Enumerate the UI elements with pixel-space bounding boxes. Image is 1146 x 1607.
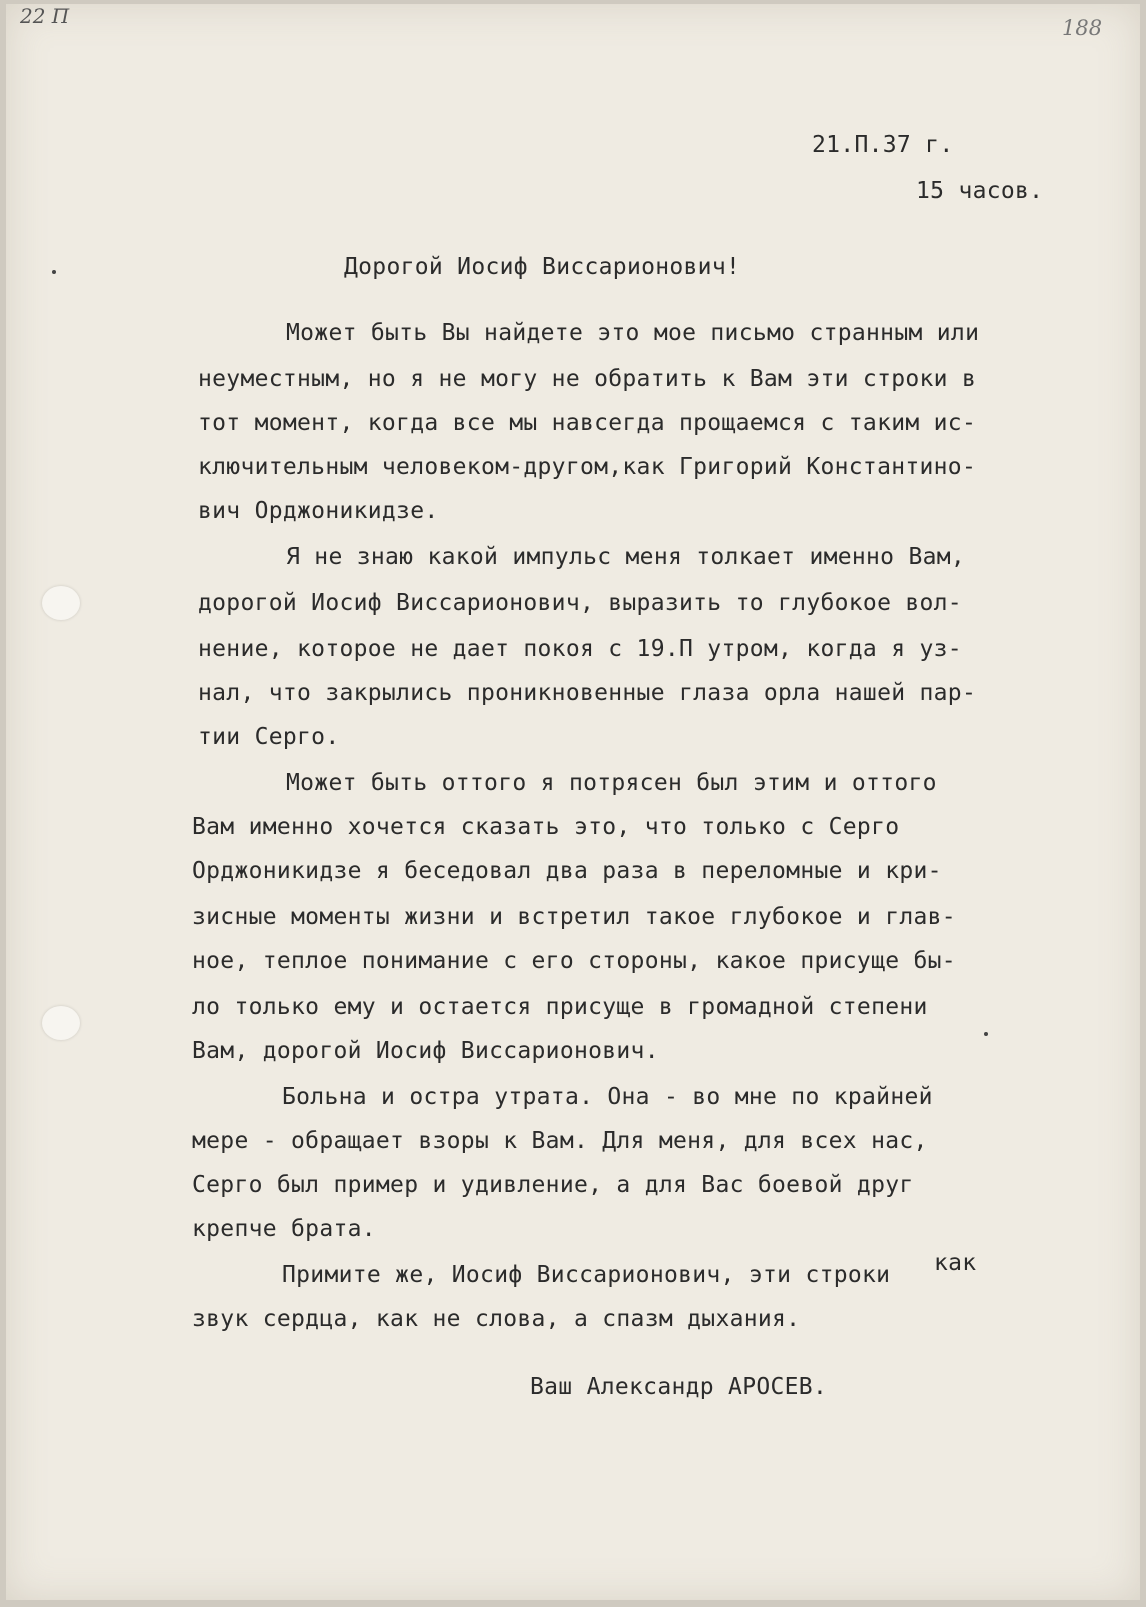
- body-line: вич Орджоникидзе.: [198, 498, 439, 524]
- body-line-raised-word: как: [934, 1250, 977, 1276]
- body-line: зисные моменты жизни и встретил такое глубокое и глав-: [192, 904, 956, 930]
- body-line: Вам именно хочется сказать это, что только с Серго: [192, 814, 900, 840]
- signature: Ваш Александр АРОСЕВ.: [530, 1374, 828, 1400]
- punch-hole-upper: [42, 586, 80, 620]
- body-line: Примите же, Иосиф Виссарионович, эти строки: [282, 1262, 891, 1288]
- paper-speck: [52, 270, 56, 274]
- letter-page: [6, 4, 1140, 1600]
- body-line: нение, которое не дает покоя с 19.П утром, когда я уз-: [198, 636, 962, 662]
- archive-page-number: 188: [1062, 16, 1103, 40]
- body-line: Вам, дорогой Иосиф Виссарионович.: [192, 1038, 659, 1064]
- body-line: Я не знаю какой импульс меня толкает именно Вам,: [286, 544, 966, 570]
- body-line: ло только ему и остается присуще в громадной степени: [192, 994, 928, 1020]
- letter-date: 21.П.37 г.: [812, 132, 954, 158]
- body-line: мере - обращает взоры к Вам. Для меня, для всех нас,: [192, 1128, 928, 1154]
- body-line: нал, что закрылись проникновенные глаза орла нашей пар-: [198, 680, 977, 706]
- body-line: Может быть Вы найдете это мое письмо странным или: [286, 320, 980, 346]
- salutation: Дорогой Иосиф Виссарионович!: [344, 254, 741, 280]
- body-line: Может быть оттого я потрясен был этим и оттого: [286, 770, 937, 796]
- body-line: Серго был пример и удивление, а для Вас боевой друг: [192, 1172, 914, 1198]
- body-line: тии Серго.: [198, 724, 340, 750]
- body-line: звук сердца, как не слова, а спазм дыхания.: [192, 1306, 801, 1332]
- body-line: дорогой Иосиф Виссарионович, выразить то глубокое вол-: [198, 590, 962, 616]
- body-line: тот момент, когда все мы навсегда прощаемся с таким ис-: [198, 410, 977, 436]
- body-line: неуместным, но я не могу не обратить к Вам эти строки в: [198, 366, 977, 392]
- body-line: крепче брата.: [192, 1216, 376, 1242]
- punch-hole-lower: [42, 1006, 80, 1040]
- letter-time: 15 часов.: [916, 178, 1044, 204]
- body-line: Больна и остра утрата. Она - во мне по крайней: [282, 1084, 933, 1110]
- archive-mark-top-left: 22 П: [20, 4, 70, 28]
- body-line: ное, теплое понимание с его стороны, какое присуще бы-: [192, 948, 956, 974]
- body-line: ключительным человеком-другом,как Григорий Константино-: [198, 454, 977, 480]
- paper-speck: [984, 1032, 988, 1036]
- body-line: Орджоникидзе я беседовал два раза в переломные и кри-: [192, 858, 942, 884]
